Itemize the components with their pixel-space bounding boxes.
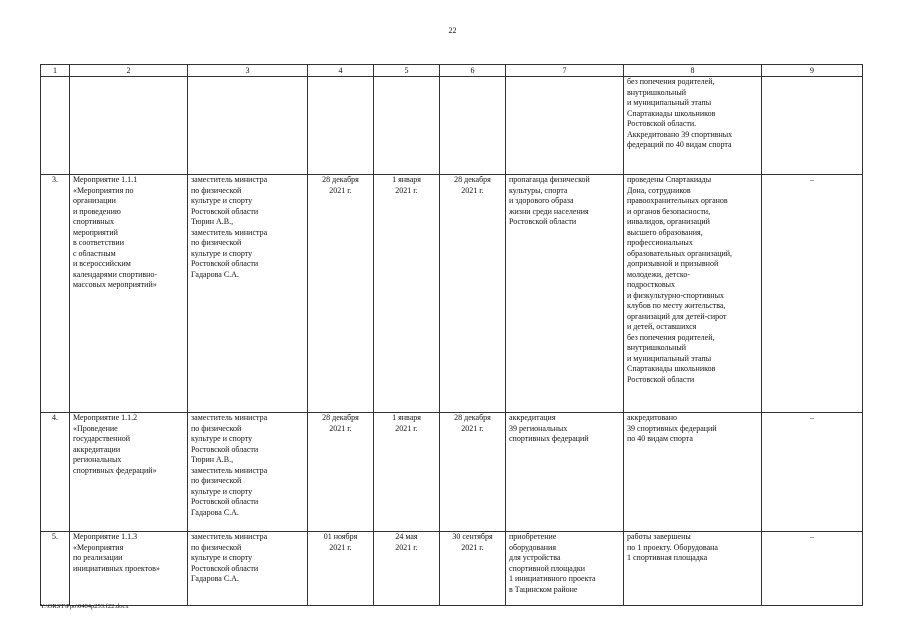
actual-start-date-cell: 1 января 2021 г. — [374, 413, 440, 532]
planned-result-cell: пропаганда физической культуры, спорта и здорового образа жизни среди населения Ростовской области — [506, 175, 624, 413]
row-number: 4. — [41, 413, 70, 532]
reason-cell: – — [762, 532, 863, 606]
planned-end-date-cell: 01 ноября 2021 г. — [308, 532, 374, 606]
table-row — [41, 175, 863, 413]
page-number: 22 — [448, 26, 457, 35]
planned-result-cell: приобретение оборудования для устройства спортивной площадки 1 инициативного проекта в Тацинском районе — [506, 532, 624, 606]
row-number: 5. — [41, 532, 70, 606]
table-row — [41, 413, 863, 532]
report-table — [40, 64, 863, 606]
continuation-row — [41, 77, 863, 175]
continuation-result-cell: без попечения родителей, внутришкольный и муниципальный этапы Спартакиады школьников Ростовской области. Аккредитовано 39 спортивных федераций по 40 видам спорта — [624, 77, 762, 175]
column-header-2: 2 — [70, 65, 188, 77]
column-header-6: 6 — [440, 65, 506, 77]
column-header-9: 9 — [762, 65, 863, 77]
actual-start-date-cell: 1 января 2021 г. — [374, 175, 440, 413]
column-header-1: 1 — [41, 65, 70, 77]
planned-end-date-cell: 28 декабря 2021 г. — [308, 413, 374, 532]
column-header-5: 5 — [374, 65, 440, 77]
actual-result-cell: аккредитовано 39 спортивных федераций по 40 видам спорта — [624, 413, 762, 532]
table-row — [41, 532, 863, 606]
event-cell: Мероприятие 1.1.2 «Проведение государственной аккредитации региональных спортивных федераций» — [70, 413, 188, 532]
file-path-footer: Y:\ORST\Ppo\0404p253.f22.docx — [40, 603, 129, 610]
actual-end-date-cell: 28 декабря 2021 г. — [440, 413, 506, 532]
column-header-7: 7 — [506, 65, 624, 77]
actual-end-date-cell: 28 декабря 2021 г. — [440, 175, 506, 413]
table-header-row — [41, 65, 863, 77]
event-cell: Мероприятие 1.1.1 «Мероприятия по организации и проведению спортивных мероприятий в соответствии с областным и всероссийским календарями спортивно- массовых мероприятий» — [70, 175, 188, 413]
actual-result-cell: работы завершены по 1 проекту. Оборудована 1 спортивная площадка — [624, 532, 762, 606]
actual-end-date-cell: 30 сентября 2021 г. — [440, 532, 506, 606]
reason-cell: – — [762, 175, 863, 413]
actual-result-cell: проведены Спартакиады Дона, сотрудников правоохранительных органов и органов безопасности, инвалидов, организаций высшего образования, профессиональных образовательных организаций, допризывной и призывной молодежи, детско- подростковых и физкультурно-спортивных клубов по месту жительства, организаций для детей-сирот и детей, оставшихся без попечения родителей, внутришкольный и муниципальный этапы Спартакиады школьников Ростовской области — [624, 175, 762, 413]
row-number: 3. — [41, 175, 70, 413]
executor-cell: заместитель министра по физической культуре и спорту Ростовской области Тюрин А.В., заместитель министра по физической культуре и спорту Ростовской области Гадарова С.А. — [188, 175, 308, 413]
column-header-4: 4 — [308, 65, 374, 77]
reason-cell: – — [762, 413, 863, 532]
column-header-3: 3 — [188, 65, 308, 77]
executor-cell: заместитель министра по физической культуре и спорту Ростовской области Гадарова С.А. — [188, 532, 308, 606]
planned-result-cell: аккредитация 39 региональных спортивных федераций — [506, 413, 624, 532]
column-header-8: 8 — [624, 65, 762, 77]
executor-cell: заместитель министра по физической культуре и спорту Ростовской области Тюрин А.В., заместитель министра по физической культуре и спорту Ростовской области Гадарова С.А. — [188, 413, 308, 532]
event-cell: Мероприятие 1.1.3 «Мероприятия по реализации инициативных проектов» — [70, 532, 188, 606]
planned-end-date-cell: 28 декабря 2021 г. — [308, 175, 374, 413]
actual-start-date-cell: 24 мая 2021 г. — [374, 532, 440, 606]
